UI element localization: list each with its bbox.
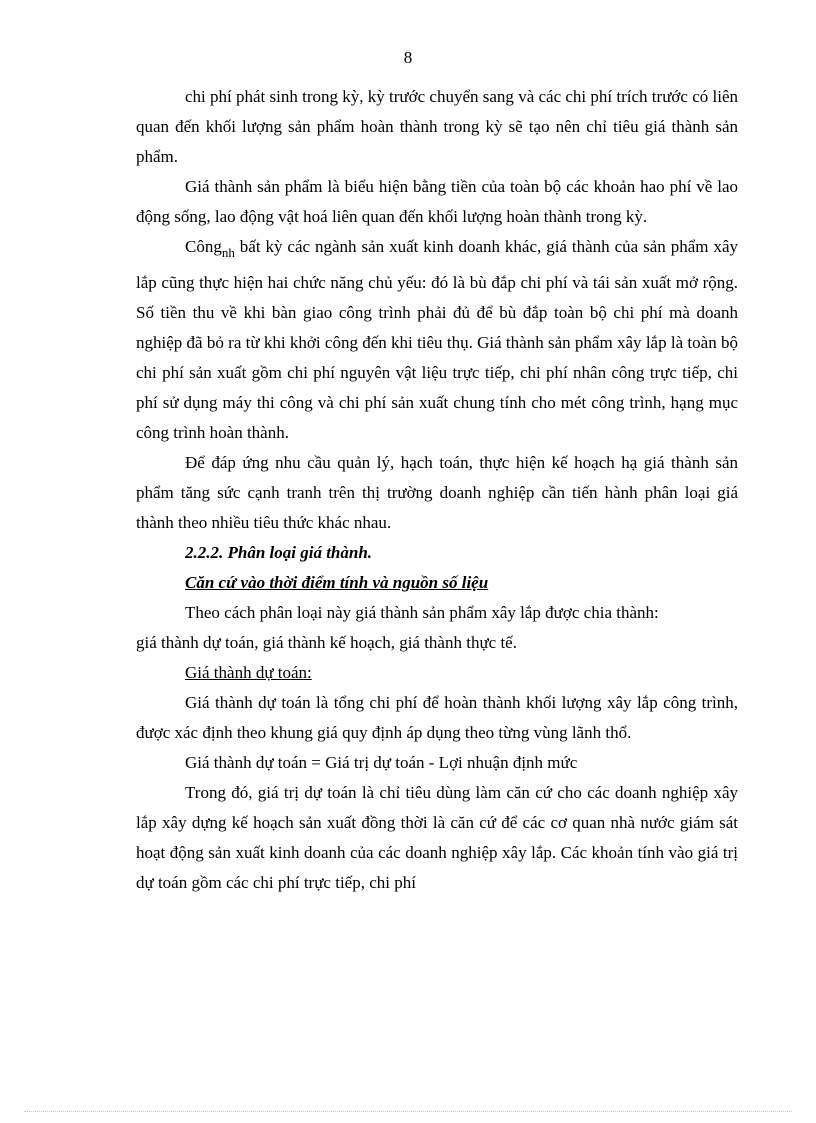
document-body	[136, 82, 738, 898]
paragraph-2: Giá thành sản phẩm là biểu hiện bằng tiền của toàn bộ các khoản hao phí về lao động sống, lao động vật hoá liên quan đến khối lượng hoàn thành trong kỳ.	[136, 177, 738, 226]
formula-line: Giá thành dự toán = Giá trị dự toán - Lợi nhuận định mức	[185, 753, 578, 772]
paragraph-3	[136, 232, 738, 448]
page-number: 8	[403, 48, 413, 67]
paragraph-7: Giá thành dự toán là tổng chi phí để hoàn thành khối lượng xây lắp công trình, được xác định theo khung giá quy định áp dụng theo từng vùng lãnh thổ.	[136, 693, 738, 742]
paragraph-6: giá thành dự toán, giá thành kế hoạch, giá thành thực tế.	[136, 633, 517, 652]
paragraph-5: Theo cách phân loại này giá thành sản phẩm xây lắp được chia thành:	[185, 603, 659, 622]
section-heading: 2.2.2. Phân loại giá thành.	[185, 543, 373, 562]
section-subheading: Căn cứ vào thời điểm tính và nguồn số liệu	[185, 573, 489, 592]
estimate-price-label: Giá thành dự toán:	[185, 663, 312, 682]
paragraph-3-start: Công	[185, 237, 222, 256]
paragraph-1: chi phí phát sinh trong kỳ, kỳ trước chuyển sang và các chi phí trích trước có liên quan đến khối lượng sản phẩm hoàn thành trong kỳ sẽ tạo nên chỉ tiêu giá thành sản phẩm.	[136, 87, 738, 166]
paragraph-3-subscript: nh	[221, 245, 235, 260]
page-bottom-divider	[24, 1111, 792, 1112]
paragraph-3-rest: bất kỳ các ngành sản xuất kinh doanh khác, giá thành của sản phẩm xây lắp cũng thực hiện hai chức năng chủ yếu: đó là bù đắp chi phí và tái sản xuất mở rộng. Số tiền thu về khi bàn giao công trình phải đủ để bù đắp toàn bộ chi phí mà doanh nghiệp đã bỏ ra từ khi khởi công đến khi tiêu thụ. Giá thành sản phẩm xây lắp là toàn bộ chi phí sản xuất gồm chi phí nguyên vật liệu trực tiếp, chi phí nhân công trực tiếp, chi phí sử dụng máy thi công và chi phí sản xuất chung tính cho mét công trình, hạng mục công trình hoàn thành.	[136, 237, 738, 442]
paragraph-8: Trong đó, giá trị dự toán là chỉ tiêu dùng làm căn cứ cho các doanh nghiệp xây lắp xây dựng kế hoạch sản xuất đồng thời là căn cứ để các cơ quan nhà nước giám sát hoạt động sản xuất kinh doanh của các doanh nghiệp xây lắp. Các khoản tính vào giá trị dự toán gồm các chi phí trực tiếp, chi phí	[136, 783, 738, 892]
paragraph-4: Để đáp ứng nhu cầu quản lý, hạch toán, thực hiện kế hoạch hạ giá thành sản phẩm tăng sức cạnh tranh trên thị trường doanh nghiệp cần tiến hành phân loại giá thành theo nhiều tiêu thức khác nhau.	[136, 453, 738, 532]
